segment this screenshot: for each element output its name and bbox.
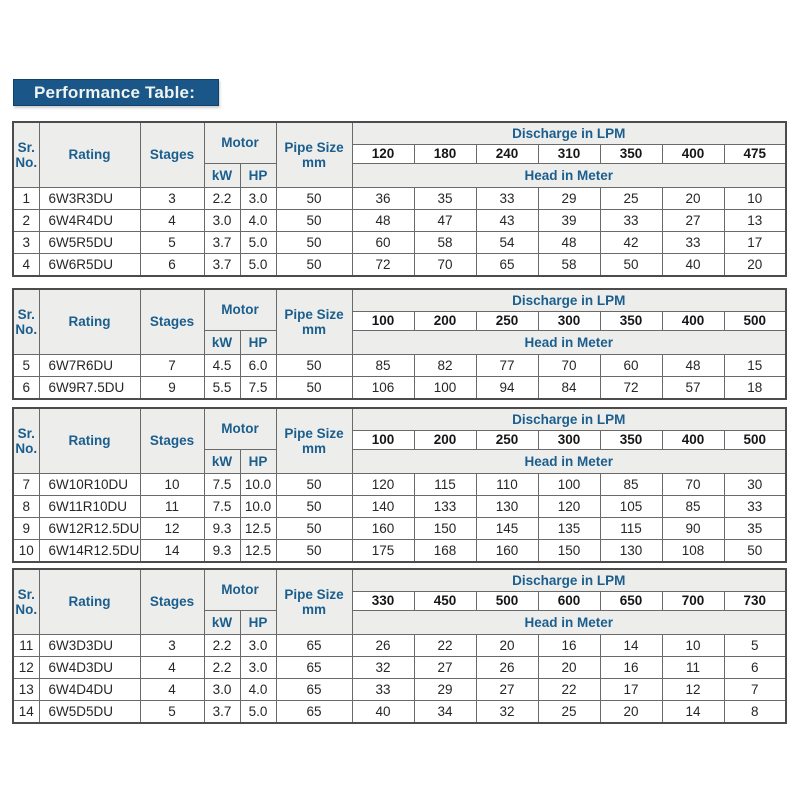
cell-head-meter-value: 35: [414, 188, 476, 210]
col-header-pipe-size: Pipe Size mm: [276, 569, 352, 635]
discharge-lpm-value: 250: [476, 431, 538, 450]
cell-rating: 6W5D5DU: [39, 701, 140, 723]
discharge-lpm-value: 700: [662, 592, 724, 611]
discharge-lpm-value: 500: [476, 592, 538, 611]
col-header-sr-no: Sr. No.: [13, 122, 39, 188]
cell-head-meter-value: 20: [476, 635, 538, 657]
discharge-lpm-value: 730: [724, 592, 786, 611]
cell-head-meter-value: 17: [600, 679, 662, 701]
performance-table-4: [12, 568, 786, 724]
col-header-discharge-lpm: Discharge in LPM: [352, 289, 786, 312]
cell-head-meter-value: 58: [538, 254, 600, 276]
cell-stages: 4: [140, 657, 204, 679]
discharge-lpm-value: 100: [352, 312, 414, 331]
cell-sr-no: 6: [13, 377, 39, 399]
cell-head-meter-value: 11: [662, 657, 724, 679]
cell-motor-hp: 5.0: [240, 232, 276, 254]
cell-stages: 6: [140, 254, 204, 276]
col-header-hp: HP: [240, 611, 276, 635]
cell-stages: 3: [140, 635, 204, 657]
col-header-discharge-lpm: Discharge in LPM: [352, 122, 786, 145]
performance-data-table: [12, 568, 787, 724]
cell-head-meter-value: 36: [352, 188, 414, 210]
col-header-pipe-size: Pipe Size mm: [276, 122, 352, 188]
cell-sr-no: 8: [13, 496, 39, 518]
cell-sr-no: 13: [13, 679, 39, 701]
cell-stages: 4: [140, 679, 204, 701]
cell-head-meter-value: 72: [352, 254, 414, 276]
cell-head-meter-value: 140: [352, 496, 414, 518]
cell-head-meter-value: 160: [476, 540, 538, 562]
col-header-stages: Stages: [140, 569, 204, 635]
cell-head-meter-value: 33: [600, 210, 662, 232]
col-header-kw: kW: [204, 611, 240, 635]
cell-head-meter-value: 6: [724, 657, 786, 679]
cell-head-meter-value: 26: [352, 635, 414, 657]
cell-head-meter-value: 85: [600, 474, 662, 496]
cell-head-meter-value: 50: [600, 254, 662, 276]
cell-head-meter-value: 22: [414, 635, 476, 657]
cell-motor-kw: 7.5: [204, 496, 240, 518]
cell-sr-no: 5: [13, 355, 39, 377]
cell-motor-hp: 12.5: [240, 540, 276, 562]
cell-motor-hp: 3.0: [240, 188, 276, 210]
cell-pipe-size: 65: [276, 657, 352, 679]
discharge-lpm-value: 400: [662, 145, 724, 164]
cell-head-meter-value: 48: [662, 355, 724, 377]
discharge-lpm-value: 300: [538, 431, 600, 450]
cell-pipe-size: 50: [276, 355, 352, 377]
cell-head-meter-value: 17: [724, 232, 786, 254]
cell-head-meter-value: 48: [352, 210, 414, 232]
cell-head-meter-value: 30: [724, 474, 786, 496]
cell-rating: 6W9R7.5DU: [39, 377, 140, 399]
table-row: [13, 540, 786, 562]
cell-head-meter-value: 27: [414, 657, 476, 679]
col-header-kw: kW: [204, 450, 240, 474]
cell-motor-hp: 5.0: [240, 701, 276, 723]
cell-motor-hp: 4.0: [240, 210, 276, 232]
cell-head-meter-value: 70: [414, 254, 476, 276]
cell-head-meter-value: 100: [538, 474, 600, 496]
cell-motor-kw: 3.7: [204, 232, 240, 254]
cell-head-meter-value: 150: [538, 540, 600, 562]
col-header-kw: kW: [204, 164, 240, 188]
table-row: [13, 377, 786, 399]
cell-head-meter-value: 145: [476, 518, 538, 540]
cell-pipe-size: 50: [276, 232, 352, 254]
cell-pipe-size: 50: [276, 474, 352, 496]
col-header-rating: Rating: [39, 289, 140, 355]
cell-head-meter-value: 120: [352, 474, 414, 496]
table-row: [13, 474, 786, 496]
cell-head-meter-value: 133: [414, 496, 476, 518]
col-header-hp: HP: [240, 450, 276, 474]
col-header-pipe-size: Pipe Size mm: [276, 289, 352, 355]
cell-head-meter-value: 29: [538, 188, 600, 210]
cell-pipe-size: 50: [276, 518, 352, 540]
table-row: [13, 232, 786, 254]
cell-motor-hp: 12.5: [240, 518, 276, 540]
cell-head-meter-value: 70: [662, 474, 724, 496]
cell-head-meter-value: 110: [476, 474, 538, 496]
cell-head-meter-value: 130: [600, 540, 662, 562]
discharge-lpm-value: 650: [600, 592, 662, 611]
cell-motor-kw: 4.5: [204, 355, 240, 377]
cell-head-meter-value: 57: [662, 377, 724, 399]
cell-head-meter-value: 12: [662, 679, 724, 701]
cell-head-meter-value: 14: [662, 701, 724, 723]
cell-head-meter-value: 160: [352, 518, 414, 540]
cell-head-meter-value: 25: [538, 701, 600, 723]
cell-head-meter-value: 34: [414, 701, 476, 723]
cell-sr-no: 1: [13, 188, 39, 210]
cell-head-meter-value: 58: [414, 232, 476, 254]
cell-sr-no: 10: [13, 540, 39, 562]
cell-head-meter-value: 115: [600, 518, 662, 540]
discharge-lpm-value: 300: [538, 312, 600, 331]
cell-head-meter-value: 27: [662, 210, 724, 232]
cell-head-meter-value: 72: [600, 377, 662, 399]
col-header-hp: HP: [240, 331, 276, 355]
cell-head-meter-value: 33: [476, 188, 538, 210]
discharge-lpm-value: 475: [724, 145, 786, 164]
cell-head-meter-value: 32: [476, 701, 538, 723]
cell-head-meter-value: 94: [476, 377, 538, 399]
cell-head-meter-value: 60: [600, 355, 662, 377]
cell-head-meter-value: 8: [724, 701, 786, 723]
cell-rating: 6W6R5DU: [39, 254, 140, 276]
cell-head-meter-value: 40: [352, 701, 414, 723]
cell-motor-kw: 3.7: [204, 254, 240, 276]
col-header-discharge-lpm: Discharge in LPM: [352, 569, 786, 592]
cell-head-meter-value: 7: [724, 679, 786, 701]
performance-data-table: [12, 121, 787, 277]
cell-motor-kw: 9.3: [204, 518, 240, 540]
col-header-head-in-meter: Head in Meter: [352, 164, 786, 188]
cell-rating: 6W7R6DU: [39, 355, 140, 377]
cell-motor-hp: 6.0: [240, 355, 276, 377]
cell-pipe-size: 50: [276, 210, 352, 232]
col-header-motor: Motor: [204, 569, 276, 611]
cell-head-meter-value: 15: [724, 355, 786, 377]
cell-motor-hp: 5.0: [240, 254, 276, 276]
cell-stages: 11: [140, 496, 204, 518]
cell-pipe-size: 65: [276, 679, 352, 701]
cell-rating: 6W4D3DU: [39, 657, 140, 679]
cell-head-meter-value: 20: [724, 254, 786, 276]
cell-sr-no: 7: [13, 474, 39, 496]
table-row: [13, 679, 786, 701]
cell-motor-kw: 2.2: [204, 635, 240, 657]
cell-motor-hp: 3.0: [240, 657, 276, 679]
cell-sr-no: 2: [13, 210, 39, 232]
cell-head-meter-value: 42: [600, 232, 662, 254]
discharge-lpm-value: 330: [352, 592, 414, 611]
discharge-lpm-value: 240: [476, 145, 538, 164]
discharge-lpm-value: 350: [600, 431, 662, 450]
cell-stages: 3: [140, 188, 204, 210]
cell-sr-no: 9: [13, 518, 39, 540]
cell-head-meter-value: 22: [538, 679, 600, 701]
cell-motor-kw: 5.5: [204, 377, 240, 399]
cell-rating: 6W5R5DU: [39, 232, 140, 254]
cell-motor-hp: 4.0: [240, 679, 276, 701]
table-row: [13, 701, 786, 723]
cell-head-meter-value: 16: [538, 635, 600, 657]
cell-stages: 7: [140, 355, 204, 377]
discharge-lpm-value: 400: [662, 431, 724, 450]
cell-stages: 10: [140, 474, 204, 496]
cell-head-meter-value: 33: [662, 232, 724, 254]
col-header-stages: Stages: [140, 122, 204, 188]
col-header-kw: kW: [204, 331, 240, 355]
col-header-rating: Rating: [39, 122, 140, 188]
col-header-sr-no: Sr. No.: [13, 569, 39, 635]
cell-sr-no: 14: [13, 701, 39, 723]
cell-head-meter-value: 47: [414, 210, 476, 232]
cell-rating: 6W3D3DU: [39, 635, 140, 657]
cell-stages: 12: [140, 518, 204, 540]
table-row: [13, 496, 786, 518]
discharge-lpm-value: 120: [352, 145, 414, 164]
col-header-stages: Stages: [140, 408, 204, 474]
discharge-lpm-value: 250: [476, 312, 538, 331]
discharge-lpm-value: 350: [600, 312, 662, 331]
discharge-lpm-value: 180: [414, 145, 476, 164]
cell-head-meter-value: 130: [476, 496, 538, 518]
cell-head-meter-value: 14: [600, 635, 662, 657]
cell-head-meter-value: 77: [476, 355, 538, 377]
discharge-lpm-value: 500: [724, 312, 786, 331]
cell-pipe-size: 50: [276, 540, 352, 562]
cell-head-meter-value: 150: [414, 518, 476, 540]
discharge-lpm-value: 310: [538, 145, 600, 164]
discharge-lpm-value: 350: [600, 145, 662, 164]
cell-rating: 6W12R12.5DU: [39, 518, 140, 540]
cell-rating: 6W4D4DU: [39, 679, 140, 701]
cell-pipe-size: 50: [276, 377, 352, 399]
cell-rating: 6W14R12.5DU: [39, 540, 140, 562]
cell-head-meter-value: 27: [476, 679, 538, 701]
cell-head-meter-value: 105: [600, 496, 662, 518]
cell-head-meter-value: 13: [724, 210, 786, 232]
cell-head-meter-value: 106: [352, 377, 414, 399]
discharge-lpm-value: 400: [662, 312, 724, 331]
cell-head-meter-value: 50: [724, 540, 786, 562]
cell-stages: 5: [140, 232, 204, 254]
cell-rating: 6W3R3DU: [39, 188, 140, 210]
cell-motor-hp: 10.0: [240, 496, 276, 518]
cell-rating: 6W4R4DU: [39, 210, 140, 232]
col-header-motor: Motor: [204, 289, 276, 331]
cell-head-meter-value: 5: [724, 635, 786, 657]
cell-head-meter-value: 108: [662, 540, 724, 562]
table-row: [13, 635, 786, 657]
cell-motor-kw: 2.2: [204, 188, 240, 210]
cell-pipe-size: 50: [276, 496, 352, 518]
cell-head-meter-value: 33: [724, 496, 786, 518]
performance-data-table: [12, 407, 787, 563]
cell-stages: 9: [140, 377, 204, 399]
page-title: Performance Table:: [13, 79, 219, 106]
table-row: [13, 210, 786, 232]
col-header-head-in-meter: Head in Meter: [352, 331, 786, 355]
cell-pipe-size: 65: [276, 635, 352, 657]
col-header-stages: Stages: [140, 289, 204, 355]
performance-data-table: [12, 288, 787, 400]
table-row: [13, 355, 786, 377]
performance-table-3: [12, 407, 786, 563]
cell-head-meter-value: 48: [538, 232, 600, 254]
table-row: [13, 254, 786, 276]
cell-stages: 4: [140, 210, 204, 232]
col-header-hp: HP: [240, 164, 276, 188]
cell-sr-no: 12: [13, 657, 39, 679]
cell-head-meter-value: 33: [352, 679, 414, 701]
performance-table-1: [12, 121, 786, 277]
cell-head-meter-value: 32: [352, 657, 414, 679]
cell-pipe-size: 65: [276, 701, 352, 723]
cell-motor-kw: 7.5: [204, 474, 240, 496]
cell-head-meter-value: 84: [538, 377, 600, 399]
cell-rating: 6W11R10DU: [39, 496, 140, 518]
cell-motor-kw: 3.0: [204, 210, 240, 232]
cell-motor-hp: 10.0: [240, 474, 276, 496]
cell-motor-hp: 7.5: [240, 377, 276, 399]
cell-head-meter-value: 20: [600, 701, 662, 723]
cell-head-meter-value: 115: [414, 474, 476, 496]
cell-head-meter-value: 175: [352, 540, 414, 562]
cell-motor-hp: 3.0: [240, 635, 276, 657]
cell-head-meter-value: 70: [538, 355, 600, 377]
table-row: [13, 657, 786, 679]
cell-sr-no: 3: [13, 232, 39, 254]
discharge-lpm-value: 450: [414, 592, 476, 611]
discharge-lpm-value: 100: [352, 431, 414, 450]
col-header-rating: Rating: [39, 408, 140, 474]
cell-head-meter-value: 40: [662, 254, 724, 276]
cell-head-meter-value: 25: [600, 188, 662, 210]
cell-stages: 5: [140, 701, 204, 723]
cell-motor-kw: 2.2: [204, 657, 240, 679]
col-header-head-in-meter: Head in Meter: [352, 450, 786, 474]
cell-head-meter-value: 39: [538, 210, 600, 232]
cell-head-meter-value: 135: [538, 518, 600, 540]
col-header-discharge-lpm: Discharge in LPM: [352, 408, 786, 431]
discharge-lpm-value: 200: [414, 312, 476, 331]
discharge-lpm-value: 500: [724, 431, 786, 450]
table-row: [13, 188, 786, 210]
cell-head-meter-value: 26: [476, 657, 538, 679]
cell-motor-kw: 3.0: [204, 679, 240, 701]
cell-head-meter-value: 85: [662, 496, 724, 518]
col-header-sr-no: Sr. No.: [13, 408, 39, 474]
col-header-rating: Rating: [39, 569, 140, 635]
cell-head-meter-value: 16: [600, 657, 662, 679]
cell-head-meter-value: 10: [662, 635, 724, 657]
cell-head-meter-value: 65: [476, 254, 538, 276]
cell-pipe-size: 50: [276, 188, 352, 210]
cell-head-meter-value: 85: [352, 355, 414, 377]
cell-motor-kw: 9.3: [204, 540, 240, 562]
col-header-motor: Motor: [204, 122, 276, 164]
cell-head-meter-value: 18: [724, 377, 786, 399]
cell-head-meter-value: 43: [476, 210, 538, 232]
discharge-lpm-value: 600: [538, 592, 600, 611]
cell-head-meter-value: 168: [414, 540, 476, 562]
cell-motor-kw: 3.7: [204, 701, 240, 723]
cell-head-meter-value: 20: [662, 188, 724, 210]
col-header-head-in-meter: Head in Meter: [352, 611, 786, 635]
cell-head-meter-value: 35: [724, 518, 786, 540]
col-header-motor: Motor: [204, 408, 276, 450]
cell-head-meter-value: 90: [662, 518, 724, 540]
cell-stages: 14: [140, 540, 204, 562]
cell-rating: 6W10R10DU: [39, 474, 140, 496]
cell-head-meter-value: 82: [414, 355, 476, 377]
cell-head-meter-value: 20: [538, 657, 600, 679]
cell-pipe-size: 50: [276, 254, 352, 276]
table-row: [13, 518, 786, 540]
cell-head-meter-value: 29: [414, 679, 476, 701]
performance-table-2: [12, 288, 786, 400]
cell-head-meter-value: 120: [538, 496, 600, 518]
col-header-sr-no: Sr. No.: [13, 289, 39, 355]
col-header-pipe-size: Pipe Size mm: [276, 408, 352, 474]
cell-head-meter-value: 100: [414, 377, 476, 399]
cell-head-meter-value: 54: [476, 232, 538, 254]
cell-head-meter-value: 60: [352, 232, 414, 254]
cell-head-meter-value: 10: [724, 188, 786, 210]
cell-sr-no: 4: [13, 254, 39, 276]
discharge-lpm-value: 200: [414, 431, 476, 450]
cell-sr-no: 11: [13, 635, 39, 657]
